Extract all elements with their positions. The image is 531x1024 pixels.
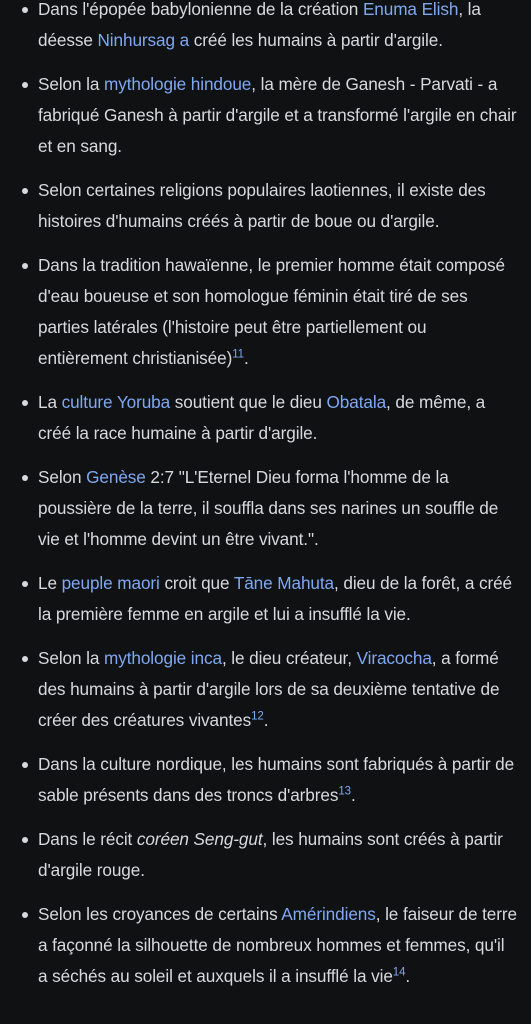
bullet-icon (22, 762, 28, 768)
text-segment: , a formé des humains à partir d'argile lors de sa deuxième tentative de créer des créatures vivantes (38, 648, 500, 730)
italic-text: coréen Seng-gut (136, 829, 263, 849)
wiki-link[interactable]: Enuma Elish (362, 0, 459, 19)
wiki-link[interactable]: Amérindiens (281, 904, 376, 924)
text-segment: Selon (38, 467, 87, 487)
text-segment: Dans la culture nordique, les humains sont fabriqués à partir de sable présents dans des troncs d'arbres (38, 754, 515, 805)
text-segment: 2:7 "L'Eternel Dieu forma l'homme de la poussière de la terre, il souffla dans ses narines un souffle de vie et l'homme devint un être vivant.". (38, 467, 499, 549)
text-segment: Selon la (38, 648, 104, 668)
list-item-enuma (0, 0, 531, 56)
bullet-icon (22, 7, 28, 13)
wiki-link[interactable]: Genèse (86, 467, 146, 487)
text-segment: , le faiseur de terre a façonné la silhouette de nombreux hommes et femmes, qu'il a séchés au soleil et auxquels il a insufflé la vie (38, 904, 517, 986)
text-segment: Dans le récit (38, 829, 137, 849)
wiki-link[interactable]: culture Yoruba (61, 392, 171, 412)
wiki-link[interactable]: Tāne Mahuta (233, 573, 335, 593)
bullet-icon (22, 912, 28, 918)
wiki-link[interactable]: mythologie hindoue (104, 74, 252, 94)
text-segment: , dieu de la forêt, a créé la première femme en argile et lui a insufflé la vie. (38, 573, 512, 624)
text-segment: Selon la (38, 74, 104, 94)
list-item-coreen (0, 824, 531, 886)
wiki-link[interactable]: Viracocha (356, 648, 432, 668)
text-segment: . (243, 348, 249, 368)
list-item-amerindiens (0, 899, 531, 992)
reference-link[interactable]: 11 (232, 348, 244, 361)
wiki-link[interactable]: Obatala (326, 392, 387, 412)
wiki-link[interactable]: peuple maori (61, 573, 160, 593)
wiki-link[interactable]: Ninhursag a (97, 30, 190, 50)
list-item-maori (0, 568, 531, 630)
list-item-inca (0, 643, 531, 736)
bullet-icon (22, 263, 28, 269)
text-segment: , les humains sont créés à partir d'argile rouge. (38, 829, 503, 880)
text-segment: La (38, 392, 62, 412)
list-item-laotiennes (0, 175, 531, 237)
list-item-hindoue (0, 69, 531, 162)
text-segment: , de même, a créé la race humaine à partir d'argile. (38, 392, 486, 443)
text-segment: Dans l'épopée babylonienne de la création (38, 0, 363, 19)
bullet-icon (22, 188, 28, 194)
reference-link[interactable]: 14 (392, 966, 406, 979)
bullet-icon (22, 581, 28, 587)
text-segment: . (350, 785, 356, 805)
reference-link[interactable]: 12 (251, 710, 264, 723)
bullet-icon (22, 837, 28, 843)
text-segment: Selon les croyances de certains (38, 904, 282, 924)
text-segment: soutient que le dieu (170, 392, 327, 412)
wiki-link[interactable]: mythologie inca (104, 648, 222, 668)
text-segment: , la mère de Ganesh - Parvati - a fabriqué Ganesh à partir d'argile et a transformé l'argile en chair et en sang. (38, 74, 517, 156)
text-segment: croit que (159, 573, 234, 593)
text-segment: , le dieu créateur, (221, 648, 357, 668)
text-segment: Le (38, 573, 62, 593)
bullet-icon (22, 400, 28, 406)
list-item-yoruba (0, 387, 531, 449)
bullet-icon (22, 656, 28, 662)
text-segment: Selon certaines religions populaires laotiennes, il existe des histoires d'humains créés à partir de boue ou d'argile. (38, 180, 486, 231)
text-segment: . (263, 710, 269, 730)
bullet-icon (22, 82, 28, 88)
list-item-genese (0, 462, 531, 555)
text-segment: , la déesse (38, 0, 481, 50)
list-item-nordique (0, 749, 531, 811)
bullet-icon (22, 475, 28, 481)
text-segment: créé les humains à partir d'argile. (189, 30, 443, 50)
list-item-hawaienne (0, 250, 531, 374)
reference-link[interactable]: 13 (338, 785, 351, 798)
text-segment: . (405, 966, 411, 986)
text-segment: Dans la tradition hawaïenne, le premier homme était composé d'eau boueuse et son homologue féminin était tiré de ses parties latérales (l'histoire peut être partiellement ou entièrement christianisée) (38, 255, 506, 368)
